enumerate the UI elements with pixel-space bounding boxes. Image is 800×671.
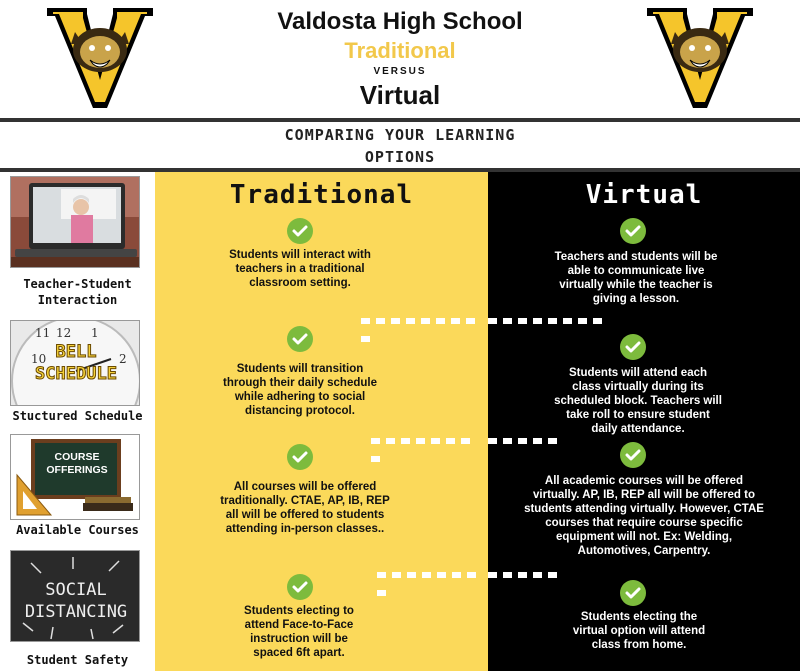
school-title: Valdosta High School: [277, 8, 523, 35]
header: [0, 0, 800, 118]
check-icon: [287, 444, 313, 470]
virtual-interaction-text: Teachers and students will be able to communicate live virtually while the teacher is giving a lesson.: [554, 251, 718, 305]
traditional-heading: Traditional: [229, 180, 414, 210]
row-divider: [488, 572, 568, 578]
comparing-line-2: OPTIONS: [364, 148, 436, 166]
virtual-courses-text: All academic courses will be offered virtually. AP, IB, REP all will be offered to students attending virtually. However, CTAE courses that require course specific equipment will not. Ex: Welding, Automotives, Carpentry.: [524, 475, 764, 557]
social-distancing-text: [11, 579, 140, 623]
row-divider: [488, 438, 568, 444]
virtual-schedule-text: Students will attend each class virtually during its scheduled block. Teachers will take roll to ensure student daily attendance.: [554, 367, 722, 435]
title-versus: VERSUS: [373, 66, 427, 77]
svg-text:10: 10: [31, 352, 47, 366]
row-divider: [377, 572, 488, 578]
teacher-laptop-image: [10, 176, 140, 268]
row-label-2: Stuctured Schedule: [12, 409, 143, 423]
check-icon: [620, 442, 646, 468]
check-icon: [287, 326, 313, 352]
check-icon: [287, 218, 313, 244]
row-label-1: Teacher-Student Interaction: [23, 277, 132, 307]
row-label-4: Student Safety: [26, 653, 129, 667]
course-offerings-text: COURSE OFFERINGS: [46, 451, 108, 476]
comparing-line-1: COMPARING YOUR LEARNING: [284, 126, 516, 144]
title-virtual: Virtual: [359, 80, 441, 110]
comparing-text: [250, 124, 550, 168]
svg-text:12: 12: [56, 326, 72, 340]
comparing-banner: [0, 118, 800, 172]
row-label-3: Available Courses: [16, 523, 139, 537]
category-column: [0, 172, 155, 671]
distancing-word: DISTANCING: [24, 602, 128, 622]
bell-schedule-image: [10, 320, 140, 406]
check-icon: [620, 334, 646, 360]
traditional-column: [155, 172, 488, 671]
svg-text:11: 11: [35, 326, 51, 340]
virtual-safety-text: Students electing the virtual option will attend class from home.: [572, 611, 706, 651]
social-distancing-image: [10, 550, 140, 642]
traditional-courses-text: All courses will be offered traditionally. CTAE, AP, IB, REP all will be offered to students attending in-person classes..: [220, 481, 390, 535]
row-divider: [361, 318, 488, 324]
title-traditional: Traditional: [344, 38, 456, 63]
bell-schedule-text: BELL SCHEDULE: [35, 342, 117, 384]
course-offerings-image: [10, 434, 140, 520]
svg-text:1: 1: [91, 326, 99, 340]
svg-text:2: 2: [119, 352, 127, 366]
traditional-safety-text: Students electing to attend Face-to-Face instruction will be spaced 6ft apart.: [244, 605, 354, 659]
traditional-schedule-text: Students will transition through their daily schedule while adhering to social distancing protocol.: [223, 363, 377, 417]
check-icon: [620, 580, 646, 606]
row-divider: [371, 438, 488, 444]
virtual-column: [488, 172, 800, 671]
social-word: SOCIAL: [45, 580, 107, 600]
virtual-heading: Virtual: [585, 180, 703, 210]
row-divider: [488, 318, 608, 324]
check-icon: [287, 574, 313, 600]
traditional-interaction-text: Students will interact with teachers in a traditional classroom setting.: [229, 249, 371, 289]
check-icon: [620, 218, 646, 244]
